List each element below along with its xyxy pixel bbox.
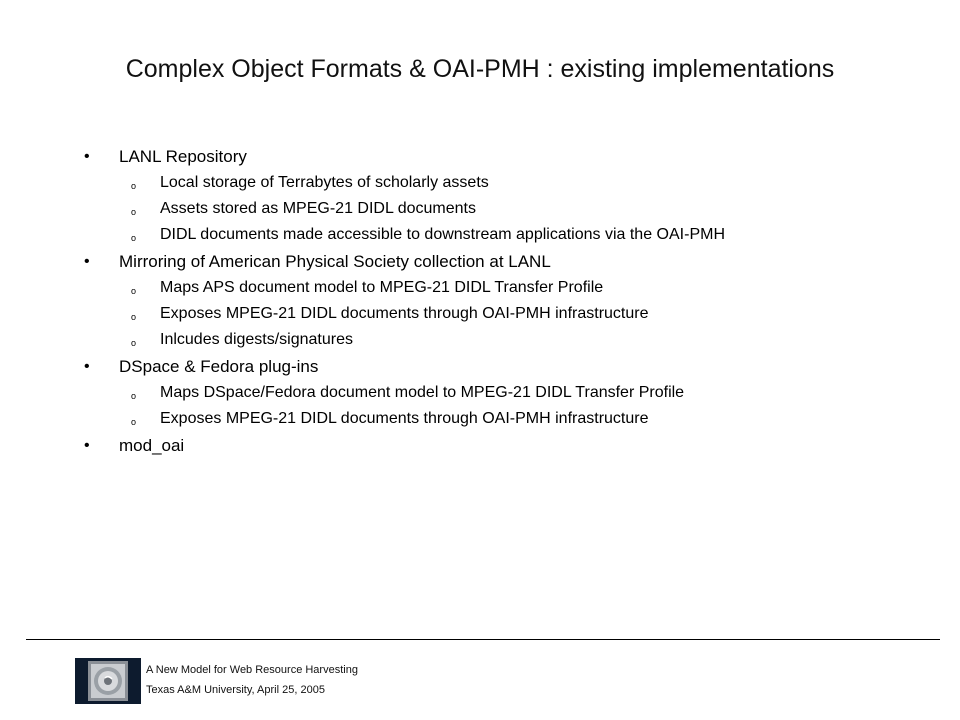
sub-item — [84, 304, 944, 324]
bullet-text: mod_oai — [119, 436, 185, 455]
sub-text: Exposes MPEG-21 DIDL documents through OAI-PMH infrastructure — [160, 410, 649, 427]
sub-marker: o — [131, 312, 137, 322]
sub-text: Local storage of Terrabytes of scholarly assets — [160, 174, 489, 191]
sub-marker: o — [131, 391, 137, 401]
bullet-text: Mirroring of American Physical Society collection at LANL — [119, 252, 551, 271]
footer-divider — [26, 639, 940, 640]
sub-marker: o — [131, 207, 137, 217]
sub-marker: o — [131, 417, 137, 427]
sub-marker: o — [131, 181, 137, 191]
bullet-text: DSpace & Fedora plug-ins — [119, 357, 319, 376]
sub-text: Exposes MPEG-21 DIDL documents through OAI-PMH infrastructure — [160, 305, 649, 322]
sub-list — [84, 173, 944, 245]
logo-icon — [75, 658, 141, 704]
bullet-item — [84, 435, 944, 457]
footer-line-1: A New Model for Web Resource Harvesting — [146, 664, 358, 676]
sub-item — [84, 225, 944, 245]
sub-text: Inlcudes digests/signatures — [160, 331, 353, 348]
bullet-item — [84, 146, 944, 168]
sub-list — [84, 383, 944, 429]
sub-text: DIDL documents made accessible to downstream applications via the OAI-PMH — [160, 226, 725, 243]
sub-text: Maps DSpace/Fedora document model to MPEG-21 DIDL Transfer Profile — [160, 384, 685, 401]
sub-item — [84, 330, 944, 350]
bullet-marker: • — [84, 437, 90, 454]
sub-item — [84, 409, 944, 429]
bullet-list — [84, 146, 944, 462]
sub-item — [84, 383, 944, 403]
sub-marker: o — [131, 338, 137, 348]
bullet-marker: • — [84, 148, 90, 165]
bullet-item — [84, 251, 944, 273]
bullet-marker: • — [84, 358, 90, 375]
sub-item — [84, 173, 944, 193]
sub-item — [84, 278, 944, 298]
sub-item — [84, 199, 944, 219]
sub-text: Maps APS document model to MPEG-21 DIDL Transfer Profile — [160, 279, 604, 296]
sub-list — [84, 278, 944, 350]
sub-text: Assets stored as MPEG-21 DIDL documents — [160, 200, 476, 217]
bullet-item — [84, 356, 944, 378]
bullet-marker: • — [84, 253, 90, 270]
sub-marker: o — [131, 286, 137, 296]
footer-line-2: Texas A&M University, April 25, 2005 — [146, 684, 325, 696]
bullet-text: LANL Repository — [119, 147, 247, 166]
footer-text — [146, 660, 358, 700]
sub-marker: o — [131, 233, 137, 243]
slide-title: Complex Object Formats & OAI-PMH : existing implementations — [125, 55, 835, 83]
